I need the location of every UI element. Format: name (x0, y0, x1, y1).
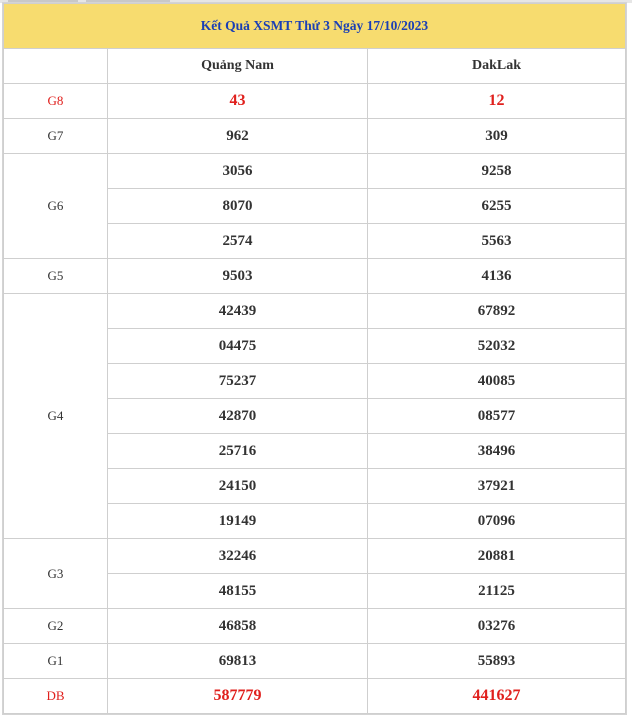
table-row (4, 154, 626, 189)
result-quang-nam: 42870 (108, 399, 368, 434)
result-daklak: 03276 (368, 609, 626, 644)
result-daklak: 07096 (368, 504, 626, 539)
header-province-quang-nam: Quảng Nam (108, 49, 368, 84)
result-quang-nam: 75237 (108, 364, 368, 399)
result-daklak: 6255 (368, 189, 626, 224)
result-quang-nam: 962 (108, 119, 368, 154)
result-quang-nam: 8070 (108, 189, 368, 224)
result-daklak: 5563 (368, 224, 626, 259)
result-quang-nam: 69813 (108, 644, 368, 679)
result-daklak: 38496 (368, 434, 626, 469)
results-frame (2, 2, 627, 715)
table-title: Kết Quả XSMT Thứ 3 Ngày 17/10/2023 (4, 4, 626, 49)
lottery-results-table (3, 3, 626, 714)
result-quang-nam: 43 (108, 84, 368, 119)
prize-label: G3 (4, 539, 108, 609)
result-quang-nam: 46858 (108, 609, 368, 644)
prize-label: G7 (4, 119, 108, 154)
result-quang-nam: 04475 (108, 329, 368, 364)
result-quang-nam: 9503 (108, 259, 368, 294)
table-row (4, 539, 626, 574)
result-daklak: 37921 (368, 469, 626, 504)
prize-label: G2 (4, 609, 108, 644)
result-quang-nam: 25716 (108, 434, 368, 469)
title-row (4, 4, 626, 49)
result-daklak: 08577 (368, 399, 626, 434)
result-quang-nam: 3056 (108, 154, 368, 189)
result-quang-nam: 24150 (108, 469, 368, 504)
result-daklak: 9258 (368, 154, 626, 189)
table-row (4, 84, 626, 119)
result-quang-nam: 42439 (108, 294, 368, 329)
result-quang-nam: 48155 (108, 574, 368, 609)
prize-label: G1 (4, 644, 108, 679)
result-daklak: 55893 (368, 644, 626, 679)
result-quang-nam: 587779 (108, 679, 368, 714)
result-daklak: 67892 (368, 294, 626, 329)
results-body (4, 84, 626, 714)
result-quang-nam: 2574 (108, 224, 368, 259)
table-row (4, 294, 626, 329)
table-row (4, 119, 626, 154)
result-quang-nam: 32246 (108, 539, 368, 574)
result-daklak: 20881 (368, 539, 626, 574)
prize-label: G5 (4, 259, 108, 294)
prize-label: G6 (4, 154, 108, 259)
header-province-daklak: DakLak (368, 49, 626, 84)
table-row (4, 644, 626, 679)
prize-label: DB (4, 679, 108, 714)
result-daklak: 40085 (368, 364, 626, 399)
table-row (4, 259, 626, 294)
result-daklak: 309 (368, 119, 626, 154)
header-row (4, 49, 626, 84)
result-quang-nam: 19149 (108, 504, 368, 539)
result-daklak: 4136 (368, 259, 626, 294)
table-row (4, 679, 626, 714)
prize-label: G8 (4, 84, 108, 119)
prize-label: G4 (4, 294, 108, 539)
table-row (4, 609, 626, 644)
header-prize (4, 49, 108, 84)
result-daklak: 12 (368, 84, 626, 119)
result-daklak: 52032 (368, 329, 626, 364)
result-daklak: 441627 (368, 679, 626, 714)
result-daklak: 21125 (368, 574, 626, 609)
